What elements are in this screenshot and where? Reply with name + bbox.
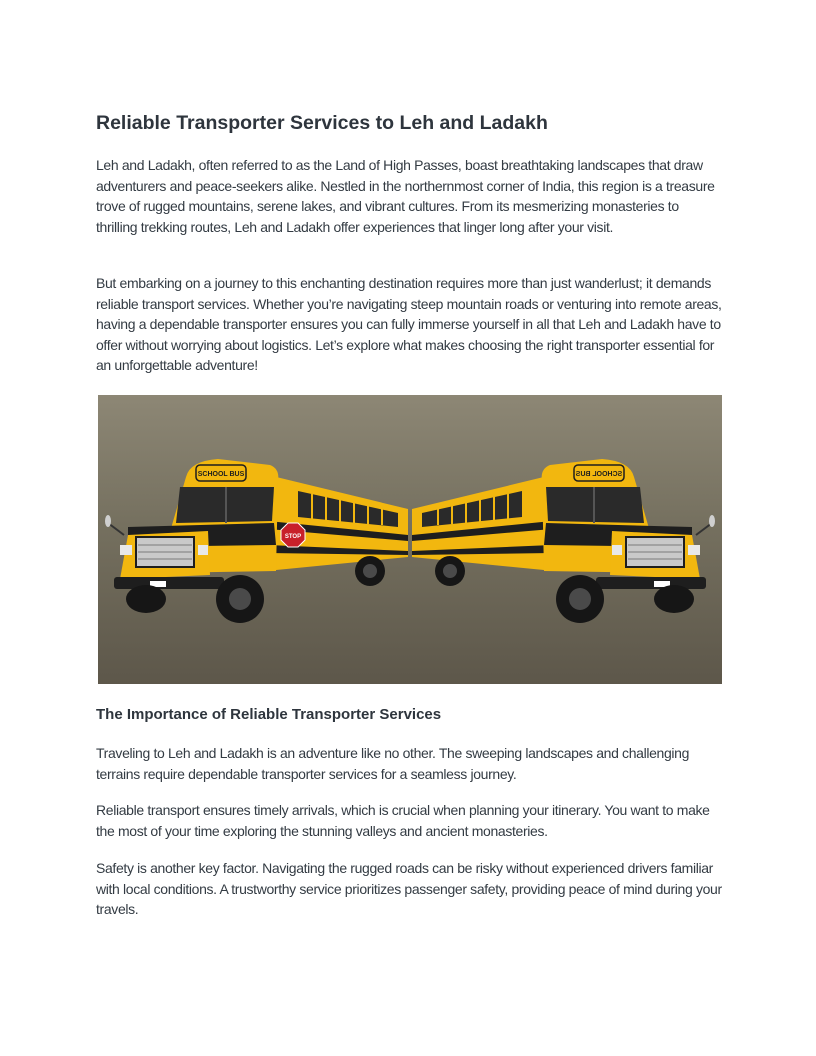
section-paragraph-2: Reliable transport ensures timely arrivals, which is crucial when planning your itinerary. You want to make the most of your time exploring the stunning valleys and ancient monasteries. <box>96 802 710 839</box>
intro-paragraph-2: But embarking on a journey to this enchanting destination requires more than just wanderlust; it demands reliable transport services. Whether you’re navigating steep mountain roads or venturing into remote areas, having a dependable transporter ensures you can fully immerse yourself in all that Leh and Ladakh have to offer without worrying about logistics. Let’s explore what makes choosing the right transporter essential for an unforgettable adventure! <box>96 275 722 373</box>
section-paragraph-1: Traveling to Leh and Ladakh is an adventure like no other. The sweeping landscapes and challenging terrains require dependable transporter services for a seamless journey. <box>96 745 690 782</box>
school-bus-right <box>412 459 715 623</box>
intro-paragraph-1: Leh and Ladakh, often referred to as the Land of High Passes, boast breathtaking landscapes that draw adventurers and peace-seekers alike. Nestled in the northernmost corner of India, this region is a treasure trove of rugged mountains, serene lakes, and vibrant cultures. From its mesmerizing monasteries to thrilling trekking routes, Leh and Ladakh offer experiences that linger long after your visit. <box>96 157 715 235</box>
school-buses-illustration <box>98 395 722 684</box>
svg-text:STOP: STOP <box>284 534 302 540</box>
stop-sign <box>281 523 305 547</box>
article-title: Reliable Transporter Services to Leh and Ladakh <box>96 112 548 134</box>
school-buses-image <box>98 395 722 684</box>
section-heading: The Importance of Reliable Transporter Services <box>96 706 442 723</box>
section-paragraph-3: Safety is another key factor. Navigating the rugged roads can be risky without experienced drivers familiar with local conditions. A trustworthy service prioritizes passenger safety, providing peace of mind during your travels. <box>96 860 722 917</box>
school-bus-left <box>105 459 408 623</box>
